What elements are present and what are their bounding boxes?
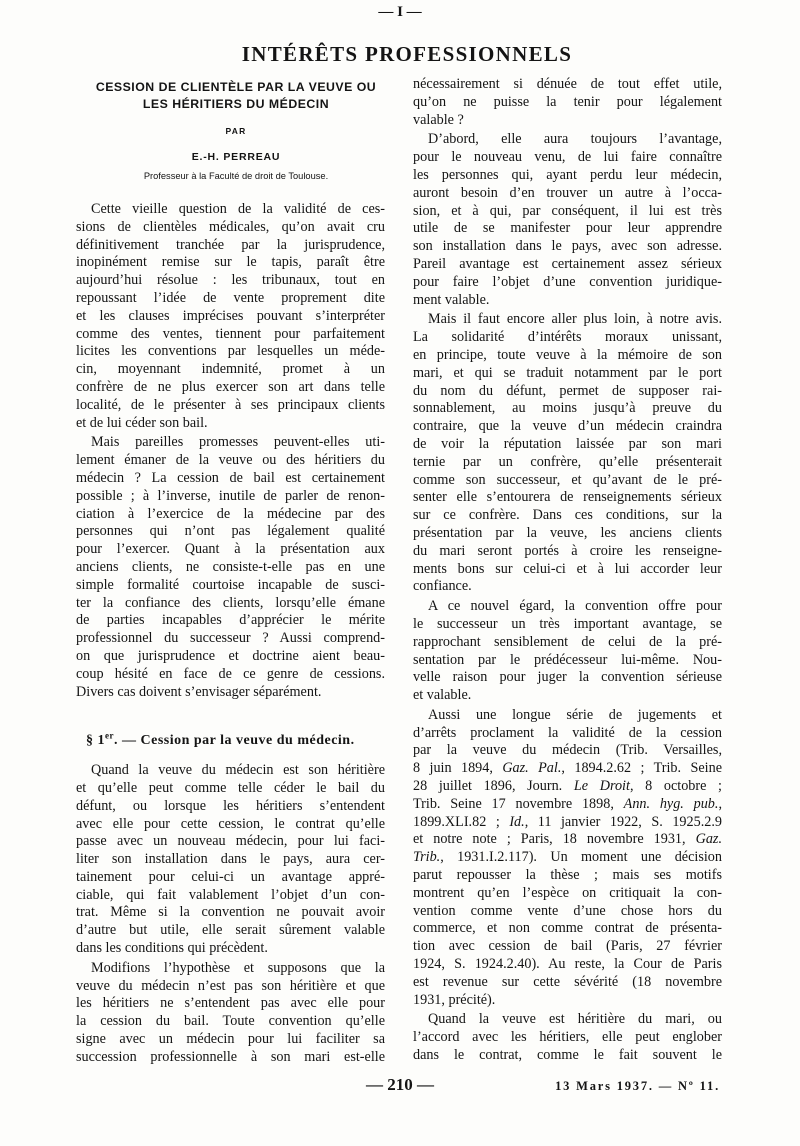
- text-line-content: possible ; à l’inverse, inutile de parler de renon-: [76, 487, 385, 504]
- right-column: [413, 76, 722, 1065]
- text-line-content: par la veuve du médecin (Trib. Versailles,: [413, 742, 722, 759]
- text-line-content: ternie par un confrère, qu’elle présenterait: [413, 453, 722, 470]
- text-line-content: senter elle s’entourera de renseignements sérieux: [413, 489, 722, 506]
- text-line: [413, 831, 722, 849]
- text-line-content: avec elle pour cette cession, le contrat qu’elle: [76, 815, 385, 832]
- author-name: E.-H. PERREAU: [191, 151, 281, 163]
- text-line-content: de voir la réputation laissée par son mari: [413, 435, 722, 452]
- text-line: [76, 995, 385, 1013]
- paragraph: [76, 762, 385, 958]
- text-line-content: trat. Même si la convention ne pouvait avoir: [76, 904, 385, 921]
- text-line: [76, 434, 385, 452]
- text-line-content: Aussi une longue série de jugements et: [428, 706, 722, 723]
- text-line-content: comme des ventes, tiennent pour parfaitement: [76, 325, 385, 342]
- text-line: [413, 185, 722, 203]
- text-line: [76, 488, 385, 506]
- text-line: [413, 220, 722, 238]
- text-segment: , 1894.2.62 ; Trib. Seine: [561, 760, 722, 777]
- text-line: [413, 1047, 722, 1065]
- text-line-content: le successeur un très important avantage, se: [413, 615, 722, 632]
- text-line-content: [413, 831, 722, 847]
- text-line: [413, 938, 722, 956]
- text-line: [413, 867, 722, 885]
- text-line: [413, 1029, 722, 1047]
- text-line-content: dans le contrat, comme le fait souvent le: [413, 1047, 722, 1064]
- text-line-content: sions de clientèles médicales, qu’on avait cru: [76, 218, 385, 235]
- text-line-content: [413, 778, 722, 794]
- text-line-content: 1931, précité).: [413, 991, 496, 1008]
- page-number: — 210 —: [366, 1075, 434, 1094]
- text-line-content: aujourd’hui résolue : les tribunaux, tout en: [76, 272, 385, 289]
- italic-citation: Gaz. Pal.: [502, 760, 562, 777]
- text-line: [413, 796, 722, 814]
- text-line: [413, 347, 722, 365]
- text-line: [413, 778, 722, 796]
- author-affiliation: Professeur à la Faculté de droit de Toulouse.: [143, 171, 329, 181]
- text-line: [76, 922, 385, 940]
- text-line-content: auront besoin d’en trouver un autre à l’occa-: [413, 184, 722, 201]
- text-line: [413, 365, 722, 383]
- text-line: [413, 616, 722, 634]
- text-line: [413, 454, 722, 472]
- text-line-content: du nom du défunt, permet de supposer rai-: [413, 382, 722, 399]
- text-line: [413, 974, 722, 992]
- text-line-content: veuve du médecin n’est pas son héritière et que: [76, 977, 385, 994]
- text-line-content: est revenue sur cette sévérité (18 novembre: [413, 973, 722, 990]
- text-line-content: [413, 849, 722, 865]
- text-line-content: pour faire l’objet d’une convention juridique-: [413, 273, 722, 290]
- text-line-content: lement émaner de la veuve ou des héritiers du: [76, 452, 385, 469]
- text-line: [76, 1013, 385, 1031]
- text-line: [76, 612, 385, 630]
- text-line: [413, 903, 722, 921]
- text-line: [76, 851, 385, 869]
- text-line: [413, 131, 722, 149]
- text-line-content: simple formalité courtoise incapable de susci-: [76, 576, 385, 593]
- text-line-content: valable ?: [413, 111, 464, 128]
- text-line-content: ciation à l’exercice de la médecine par des: [76, 505, 385, 522]
- italic-citation: Ann. hyg. pub.: [623, 795, 719, 812]
- text-line: [413, 634, 722, 652]
- text-line-content: mari, et qui se traduit notamment par le port: [413, 364, 722, 381]
- text-line-content: montrent qu’en l’espèce on critiquait la con-: [413, 884, 722, 901]
- text-line-content: tion avec cession de bail (Paris, 27 février: [413, 938, 722, 955]
- text-line-content: professionnel du successeur ? Aussi comprend-: [76, 630, 385, 647]
- paragraph: [413, 1011, 722, 1064]
- text-line: [76, 630, 385, 648]
- text-line-content: tainement pour celui-ci un avantage appré-: [76, 868, 385, 885]
- text-line-content: ter la confiance des clients, lorsqu’elle émane: [76, 594, 385, 611]
- text-line: [413, 256, 722, 274]
- text-line: [413, 956, 722, 974]
- text-line: [413, 112, 722, 130]
- text-segment: , 11 janvier 1922, S. 1925.2.9: [524, 813, 722, 830]
- text-line: [413, 149, 722, 167]
- text-line: [413, 400, 722, 418]
- paragraph: [76, 434, 385, 701]
- text-line-content: Quand la veuve est héritière du mari, ou: [428, 1011, 722, 1028]
- text-line-content: et de lui céder son bail.: [76, 414, 208, 431]
- text-line: [413, 669, 722, 687]
- text-line-content: Mais pareilles promesses peuvent-elles uti-: [91, 434, 385, 451]
- left-paragraphs-before-heading: [76, 201, 385, 701]
- text-line: [413, 598, 722, 616]
- text-line: [413, 760, 722, 778]
- text-line: [413, 292, 722, 310]
- text-line: [413, 578, 722, 596]
- text-line: [413, 203, 722, 221]
- text-line: [76, 940, 385, 958]
- italic-citation: Le Droit: [573, 778, 630, 795]
- paragraph: [413, 707, 722, 1010]
- text-line: [76, 595, 385, 613]
- text-line: [413, 707, 722, 725]
- text-line-content: passe avec un nouveau médecin, pour lui faci-: [76, 833, 385, 850]
- text-line: [413, 885, 722, 903]
- text-line: [413, 525, 722, 543]
- text-line: [76, 272, 385, 290]
- text-line-content: de parties incapables d’apprécier le mérite: [76, 612, 385, 629]
- text-segment: , 1931.I.2.117). Un moment une décision: [440, 849, 722, 866]
- section-ordinal: er: [105, 730, 114, 741]
- text-line-content: nécessairement si dénuée de tout effet utile,: [413, 76, 722, 92]
- text-line-content: liter son installation dans le pays, aura cer-: [76, 851, 385, 868]
- text-line: [413, 76, 722, 94]
- text-segment: et notre note ; Paris, 18 novembre 1931,: [413, 831, 696, 848]
- text-line: [413, 992, 722, 1010]
- text-line-content: licites les conventions par lesquelles un méde-: [76, 343, 385, 360]
- text-line: [76, 577, 385, 595]
- section-heading-text: . — Cession par la veuve du médecin.: [114, 733, 355, 749]
- text-line: [413, 814, 722, 832]
- text-line-content: et qu’elle peut comme telle céder le bail du: [76, 779, 385, 796]
- text-line: [76, 415, 385, 433]
- text-line-content: [413, 814, 722, 830]
- text-line: [413, 311, 722, 329]
- text-line-content: sion, et à qui, par conséquent, il lui est très: [413, 202, 722, 219]
- text-line: [413, 167, 722, 185]
- text-line-content: Mais il faut encore aller plus loin, à notre avis.: [428, 311, 722, 328]
- section-sign: §: [86, 733, 94, 749]
- paragraph: [413, 76, 722, 129]
- text-line-content: et valable.: [413, 687, 472, 704]
- text-line-content: [413, 760, 722, 776]
- text-line: [76, 254, 385, 272]
- left-paragraphs-after-heading: [76, 762, 385, 1067]
- text-line-content: velle raison pour juger la convention sérieuse: [413, 669, 722, 686]
- text-line: [76, 201, 385, 219]
- section-rubric-title: INTÉRÊTS PROFESSIONNELS: [241, 42, 573, 66]
- text-line-content: utile de se manifester pour leur apprendre: [413, 220, 722, 237]
- text-line-content: Modifions l’hypothèse et supposons que la: [91, 959, 385, 976]
- text-line-content: inopinément remise sur le tapis, paraît être: [76, 254, 385, 271]
- text-line: [413, 920, 722, 938]
- text-line: [76, 833, 385, 851]
- text-line: [76, 1031, 385, 1049]
- text-line-content: rapprochant sensiblement de celui de la pré-: [413, 633, 722, 650]
- text-line: [76, 397, 385, 415]
- text-line-content: en principe, toute veuve à la mémoire de son: [413, 346, 722, 363]
- paragraph: [413, 311, 722, 596]
- text-segment: Trib. Seine 17 novembre 1898,: [413, 795, 624, 812]
- text-line-content: qu’on ne puisse la tenir pour légalement: [413, 93, 722, 110]
- text-line-content: Cette vieille question de la validité de ces-: [91, 201, 385, 217]
- text-line: [76, 506, 385, 524]
- text-line: [413, 849, 722, 867]
- text-line: [76, 648, 385, 666]
- text-line-content: 1924, S. 1924.2.40). Au reste, la Cour de Paris: [413, 956, 722, 973]
- text-line: [76, 541, 385, 559]
- text-line: [76, 1049, 385, 1067]
- text-segment: , 8 octobre ;: [629, 778, 723, 795]
- text-line: [413, 489, 722, 507]
- text-line-content: confiance.: [413, 578, 472, 595]
- text-line: [413, 274, 722, 292]
- text-line: [76, 684, 385, 702]
- text-line: [76, 666, 385, 684]
- page-folio: — I —: [378, 4, 422, 20]
- text-line-content: et les clauses imprécises pouvant s’interpréter: [76, 307, 385, 324]
- italic-citation: Trib.: [413, 849, 441, 866]
- text-line: [76, 343, 385, 361]
- text-line-content: localité, de le présenter à ses principaux clients: [76, 396, 385, 413]
- text-line: [76, 816, 385, 834]
- paragraph: [413, 131, 722, 309]
- text-line: [76, 869, 385, 887]
- text-line-content: commerce, et non comme contrat de présenta-: [413, 920, 722, 937]
- text-line-content: personnes qui n’ont pas légalement qualité: [76, 523, 385, 540]
- article-title-line: LES HÉRITIERS DU MÉDECIN: [142, 96, 330, 111]
- text-line-content: anciens clients, ne consiste-t-elle pas en une: [76, 558, 385, 575]
- italic-citation: Id.: [509, 813, 525, 830]
- text-line-content: son installation dans le pays, avec son adresse.: [413, 238, 722, 255]
- text-line: [76, 308, 385, 326]
- text-segment: ,: [718, 795, 722, 812]
- text-line: [413, 418, 722, 436]
- text-line-content: D’abord, elle aura toujours l’avantage,: [428, 131, 722, 148]
- text-line: [76, 452, 385, 470]
- text-line: [76, 290, 385, 308]
- text-line-content: l’accord avec les héritiers, elle peut englober: [413, 1029, 722, 1046]
- text-line: [76, 559, 385, 577]
- text-line: [76, 780, 385, 798]
- text-line: [413, 436, 722, 454]
- text-line: [76, 470, 385, 488]
- text-line-content: du mari seront portés à croire les renseigne-: [413, 542, 722, 559]
- text-line: [76, 523, 385, 541]
- text-line: [413, 725, 722, 743]
- text-line: [413, 742, 722, 760]
- text-line: [413, 94, 722, 112]
- text-segment: 8 juin 1894,: [413, 760, 503, 777]
- text-line-content: La solidarité d’intérêts moraux unissant,: [413, 329, 722, 346]
- text-line: [413, 687, 722, 705]
- text-line: [76, 237, 385, 255]
- text-line-content: les personnes qui, ayant perdu leur médecin,: [413, 166, 722, 183]
- italic-citation: Gaz.: [695, 831, 722, 848]
- text-line: [413, 383, 722, 401]
- text-line-content: coup hésité en face de ce genre de cessions.: [76, 665, 385, 682]
- text-line-content: d’arrêts proclament la validité de la cession: [413, 724, 722, 741]
- text-line: [76, 978, 385, 996]
- text-line-content: Divers cas doivent s’envisager séparément.: [76, 683, 322, 700]
- text-line-content: sonnablement, au moins jusqu’à preuve du: [413, 400, 722, 417]
- article-header: [80, 79, 392, 182]
- text-line: [76, 361, 385, 379]
- text-line-content: dans les conditions qui précèdent.: [76, 940, 268, 957]
- text-line: [76, 960, 385, 978]
- text-line-content: la cession du bail. Toute convention qu’elle: [76, 1013, 385, 1030]
- text-line-content: ment valable.: [413, 291, 490, 308]
- text-line: [76, 379, 385, 397]
- text-line: [76, 219, 385, 237]
- text-line-content: [413, 796, 722, 812]
- section-heading: [76, 732, 385, 750]
- text-line-content: A ce nouvel égard, la convention offre pour: [428, 598, 722, 615]
- text-segment: 28 juillet 1896, Journ.: [413, 778, 574, 795]
- text-line: [76, 798, 385, 816]
- text-line: [413, 543, 722, 561]
- text-line-content: signe avec un médecin pour lui faciliter sa: [76, 1031, 385, 1048]
- text-line-content: présentation par la veuve, les anciens clients: [413, 524, 722, 541]
- text-line: [413, 329, 722, 347]
- text-line-content: sentation par le prédécesseur lui-même. Nou-: [413, 651, 722, 668]
- paragraph: [76, 960, 385, 1067]
- text-line-content: Pareil avantage est certainement assez sérieux: [413, 255, 722, 272]
- text-line-content: on que jurisprudence et doctrine aient beau-: [76, 647, 385, 664]
- text-line: [413, 507, 722, 525]
- text-line-content: pour l’exercer. Quant à la présentation aux: [76, 541, 385, 558]
- text-line-content: pour le nouveau venu, de lui faire connaître: [413, 149, 722, 166]
- text-line-content: contraire, que la veuve d’un médecin craindra: [413, 418, 722, 435]
- text-line-content: ciable, qui fait valablement l’objet d’un con-: [76, 886, 385, 903]
- text-line: [413, 238, 722, 256]
- article-title-line: CESSION DE CLIENTÈLE PAR LA VEUVE OU: [95, 80, 377, 94]
- text-line-content: défunt, ou lorsque les héritiers s’entendent: [76, 797, 385, 814]
- text-segment: 1899.XLI.82 ;: [413, 813, 510, 830]
- text-line: [76, 762, 385, 780]
- text-line: [76, 887, 385, 905]
- text-line-content: succession professionnelle à son mari est-elle: [76, 1048, 385, 1065]
- text-line: [413, 1011, 722, 1029]
- text-line: [76, 904, 385, 922]
- left-column: [76, 201, 385, 1067]
- text-line-content: définitivement tranchée par la jurisprudence,: [76, 236, 385, 253]
- text-line-content: sur ce confrère. Dans ces conditions, sur la: [413, 507, 722, 524]
- text-line-content: repoussant l’idée de vente proprement dite: [76, 289, 385, 306]
- text-line-content: comme son successeur, et qu’avant de le pré-: [413, 471, 722, 488]
- section-number: 1: [97, 733, 105, 749]
- text-line-content: ments bons sur celui-ci et à lui accorder leur: [413, 560, 722, 577]
- text-line-content: vention comme vente d’une chose hors du: [413, 902, 722, 919]
- text-line: [413, 561, 722, 579]
- text-line-content: médecin ? La cession de bail est certainement: [76, 469, 385, 486]
- text-line: [413, 652, 722, 670]
- issue-date: 13 Mars 1937. — Nº 11.: [555, 1079, 720, 1093]
- text-line-content: Quand la veuve du médecin est son héritière: [91, 762, 385, 779]
- text-line-content: d’autre but utile, elle serait sûrement valable: [76, 922, 385, 939]
- text-line-content: cin, moyennant indemnité, promet à un: [76, 361, 385, 378]
- paragraph: [413, 598, 722, 705]
- text-line: [413, 472, 722, 490]
- text-line: [76, 326, 385, 344]
- text-line-content: les héritiers ne s’entendent pas avec elle pour: [76, 995, 385, 1012]
- byline-label: PAR: [225, 126, 247, 136]
- text-line-content: confrère de ne plus exercer son art dans telle: [76, 378, 385, 395]
- text-line-content: parut repousser la thèse ; mais ses motifs: [413, 867, 722, 884]
- paragraph: [76, 201, 385, 432]
